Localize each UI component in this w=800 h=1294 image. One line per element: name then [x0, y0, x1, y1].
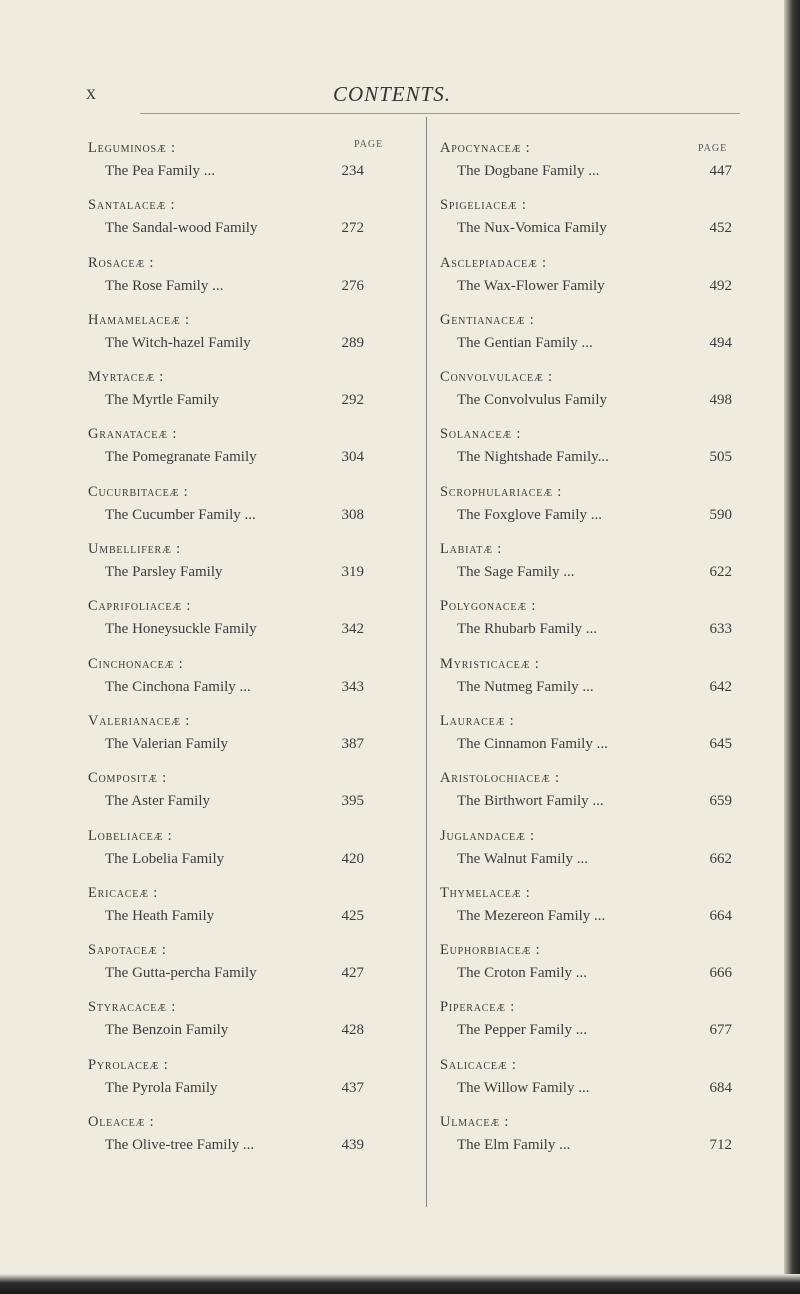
common-name: The Walnut Family ...: [457, 850, 589, 867]
contents-entry: [440, 1057, 746, 1114]
family-name: Juglandaceæ :: [440, 827, 535, 844]
family-name: Euphorbiaceæ :: [440, 942, 541, 959]
page-reference: 684: [709, 1079, 732, 1096]
family-name: Santalaceæ :: [88, 197, 176, 214]
family-name: Cinchonaceæ :: [88, 655, 184, 672]
family-name: Myrtaceæ :: [88, 369, 165, 386]
common-name: The Olive-tree Family ...: [105, 1137, 255, 1154]
family-name: Compositæ :: [88, 770, 167, 787]
common-name: The Valerian Family: [105, 735, 229, 752]
common-name: The Sage Family ...: [457, 564, 575, 581]
contents-entry: [440, 770, 746, 827]
family-name: Gentianaceæ :: [440, 311, 535, 328]
page-reference: 498: [709, 392, 732, 409]
page-edge-shadow: [784, 0, 800, 1294]
contents-entry: [88, 369, 398, 426]
page-reference: 437: [341, 1079, 364, 1096]
contents-entry: [88, 255, 398, 312]
contents-entry: [88, 541, 398, 598]
contents-entry: [88, 484, 398, 541]
contents-entry: [440, 1114, 746, 1171]
family-name: Piperaceæ :: [440, 999, 516, 1016]
contents-entry: [88, 598, 398, 655]
page-reference: 342: [341, 621, 364, 638]
page-reference: 659: [709, 793, 732, 810]
page-reference: 427: [341, 965, 364, 982]
column-divider: [426, 117, 427, 1207]
page-reference: 272: [341, 220, 364, 237]
page-reference: 622: [709, 564, 732, 581]
common-name: The Foxglove Family ...: [457, 506, 602, 523]
common-name: The Cucumber Family ...: [105, 506, 256, 523]
contents-entry: [440, 140, 746, 197]
page-reference: 452: [709, 220, 732, 237]
common-name: The Pea Family ...: [105, 163, 215, 179]
common-name: The Benzoin Family: [105, 1022, 229, 1039]
common-name: The Rose Family ...: [105, 277, 224, 294]
page-reference: 395: [341, 793, 364, 810]
family-name: Granataceæ :: [88, 426, 178, 443]
contents-entry: [440, 541, 746, 598]
common-name: The Croton Family ...: [457, 965, 587, 982]
contents-entry: [88, 426, 398, 483]
page-reference: 664: [709, 907, 732, 924]
page-reference: 590: [709, 506, 732, 523]
contents-entry: [88, 140, 398, 197]
common-name: The Wax-Flower Family: [457, 277, 605, 294]
common-name: The Willow Family ...: [457, 1079, 590, 1096]
contents-entry: [88, 885, 398, 942]
contents-entry: [440, 312, 746, 369]
contents-entry: [88, 942, 398, 999]
page-reference: 292: [341, 392, 364, 409]
left-page-heading: PAGE: [354, 139, 384, 150]
bottom-edge-shadow: [0, 1274, 800, 1294]
page-reference: 447: [709, 163, 732, 179]
family-name: Scrophulariaceæ :: [440, 483, 563, 500]
family-name: Umbelliferæ :: [88, 541, 181, 558]
common-name: The Honeysuckle Family: [105, 621, 257, 638]
contents-entry: [88, 656, 398, 713]
common-name: The Birthwort Family ...: [457, 793, 604, 810]
contents-entry: [88, 828, 398, 885]
family-name: Thymelaceæ :: [440, 884, 531, 901]
page-reference: 633: [709, 621, 732, 638]
common-name: The Convolvulus Family: [457, 392, 607, 409]
family-name: Sapotaceæ :: [88, 942, 167, 959]
common-name: The Pyrola Family: [105, 1079, 218, 1096]
page-reference: 666: [709, 965, 732, 982]
family-name: Rosaceæ :: [88, 254, 155, 271]
page-reference: 645: [709, 735, 732, 752]
family-name: Pyrolaceæ :: [88, 1056, 169, 1073]
common-name: The Nux-Vomica Family: [457, 220, 607, 237]
page-header: [0, 82, 784, 108]
contents-entry: [440, 197, 746, 254]
common-name: The Elm Family ...: [457, 1137, 571, 1154]
common-name: The Dogbane Family ...: [457, 163, 600, 179]
common-name: The Myrtle Family: [105, 392, 220, 409]
page-reference: 505: [709, 449, 732, 466]
family-name: Ulmaceæ :: [440, 1114, 510, 1131]
page-reference: 425: [341, 907, 364, 924]
page-reference: 308: [341, 506, 364, 523]
contents-entry: [440, 484, 746, 541]
page-reference: 492: [709, 277, 732, 294]
family-name: Asclepiadaceæ :: [440, 254, 547, 271]
contents-entry: [440, 999, 746, 1056]
page-reference: 420: [341, 850, 364, 867]
page-reference: 387: [341, 735, 364, 752]
common-name: The Gentian Family ...: [457, 334, 593, 351]
family-name: Lauraceæ :: [440, 712, 515, 729]
contents-entry: [88, 1057, 398, 1114]
common-name: The Lobelia Family: [105, 850, 225, 867]
contents-entry: [88, 312, 398, 369]
contents-entry: [440, 942, 746, 999]
right-entries: [440, 140, 746, 1171]
family-name: Apocynaceæ :: [440, 140, 531, 156]
common-name: The Nutmeg Family ...: [457, 678, 594, 695]
contents-entry: [440, 656, 746, 713]
family-name: Leguminosæ :: [88, 140, 176, 156]
family-name: Salicaceæ :: [440, 1056, 517, 1073]
right-page-heading: PAGE: [698, 143, 728, 154]
family-name: Hamamelaceæ :: [88, 311, 190, 328]
common-name: The Heath Family: [105, 907, 215, 924]
page-reference: 439: [341, 1137, 364, 1154]
common-name: The Aster Family: [105, 793, 210, 810]
common-name: The Rhubarb Family ...: [457, 621, 597, 638]
family-name: Myristicaceæ :: [440, 655, 540, 672]
contents-entry: [440, 598, 746, 655]
family-name: Aristolochiaceæ :: [440, 770, 560, 787]
common-name: The Pomegranate Family: [105, 449, 257, 466]
family-name: Oleaceæ :: [88, 1114, 155, 1131]
common-name: The Parsley Family: [105, 564, 223, 581]
family-name: Polygonaceæ :: [440, 598, 537, 615]
contents-entry: [88, 770, 398, 827]
contents-entry: [88, 999, 398, 1056]
common-name: The Cinchona Family ...: [105, 678, 251, 695]
contents-entry: [88, 197, 398, 254]
left-entries: [88, 140, 398, 1171]
page-reference: 276: [341, 277, 364, 294]
page-reference: 428: [341, 1022, 364, 1039]
page-reference: 234: [341, 163, 364, 179]
page-reference: 304: [341, 449, 364, 466]
contents-entry: [440, 255, 746, 312]
common-name: The Pepper Family ...: [457, 1022, 587, 1039]
contents-entry: [440, 885, 746, 942]
family-name: Spigeliaceæ :: [440, 197, 527, 214]
family-name: Solanaceæ :: [440, 426, 522, 443]
running-title: CONTENTS.: [332, 82, 452, 106]
page-reference: 677: [709, 1022, 732, 1039]
common-name: The Cinnamon Family ...: [457, 735, 608, 752]
contents-entry: [88, 1114, 398, 1171]
contents-entry: [440, 426, 746, 483]
common-name: The Mezereon Family ...: [457, 907, 606, 924]
family-name: Valerianaceæ :: [88, 712, 191, 729]
common-name: The Witch-hazel Family: [105, 334, 251, 351]
page-reference: 712: [709, 1137, 732, 1154]
family-name: Labiatæ :: [440, 541, 503, 558]
common-name: The Gutta-percha Family: [105, 965, 257, 982]
family-name: Cucurbitaceæ :: [88, 483, 189, 500]
common-name: The Sandal-wood Family: [105, 220, 258, 237]
page-number: x: [86, 82, 96, 104]
contents-entry: [88, 713, 398, 770]
page-reference: 289: [341, 334, 364, 351]
page-reference: 662: [709, 850, 732, 867]
family-name: Styracaceæ :: [88, 999, 177, 1016]
family-name: Convolvulaceæ :: [440, 369, 553, 386]
contents-entry: [440, 828, 746, 885]
family-name: Caprifoliaceæ :: [88, 598, 192, 615]
contents-entry: [440, 713, 746, 770]
header-rule: [140, 113, 740, 114]
page-reference: 343: [341, 678, 364, 695]
contents-entry: [440, 369, 746, 426]
family-name: Ericaceæ :: [88, 884, 159, 901]
page-reference: 494: [709, 334, 732, 351]
family-name: Lobeliaceæ :: [88, 827, 173, 844]
common-name: The Nightshade Family...: [457, 449, 609, 466]
page-reference: 642: [709, 678, 732, 695]
page-reference: 319: [341, 564, 364, 581]
